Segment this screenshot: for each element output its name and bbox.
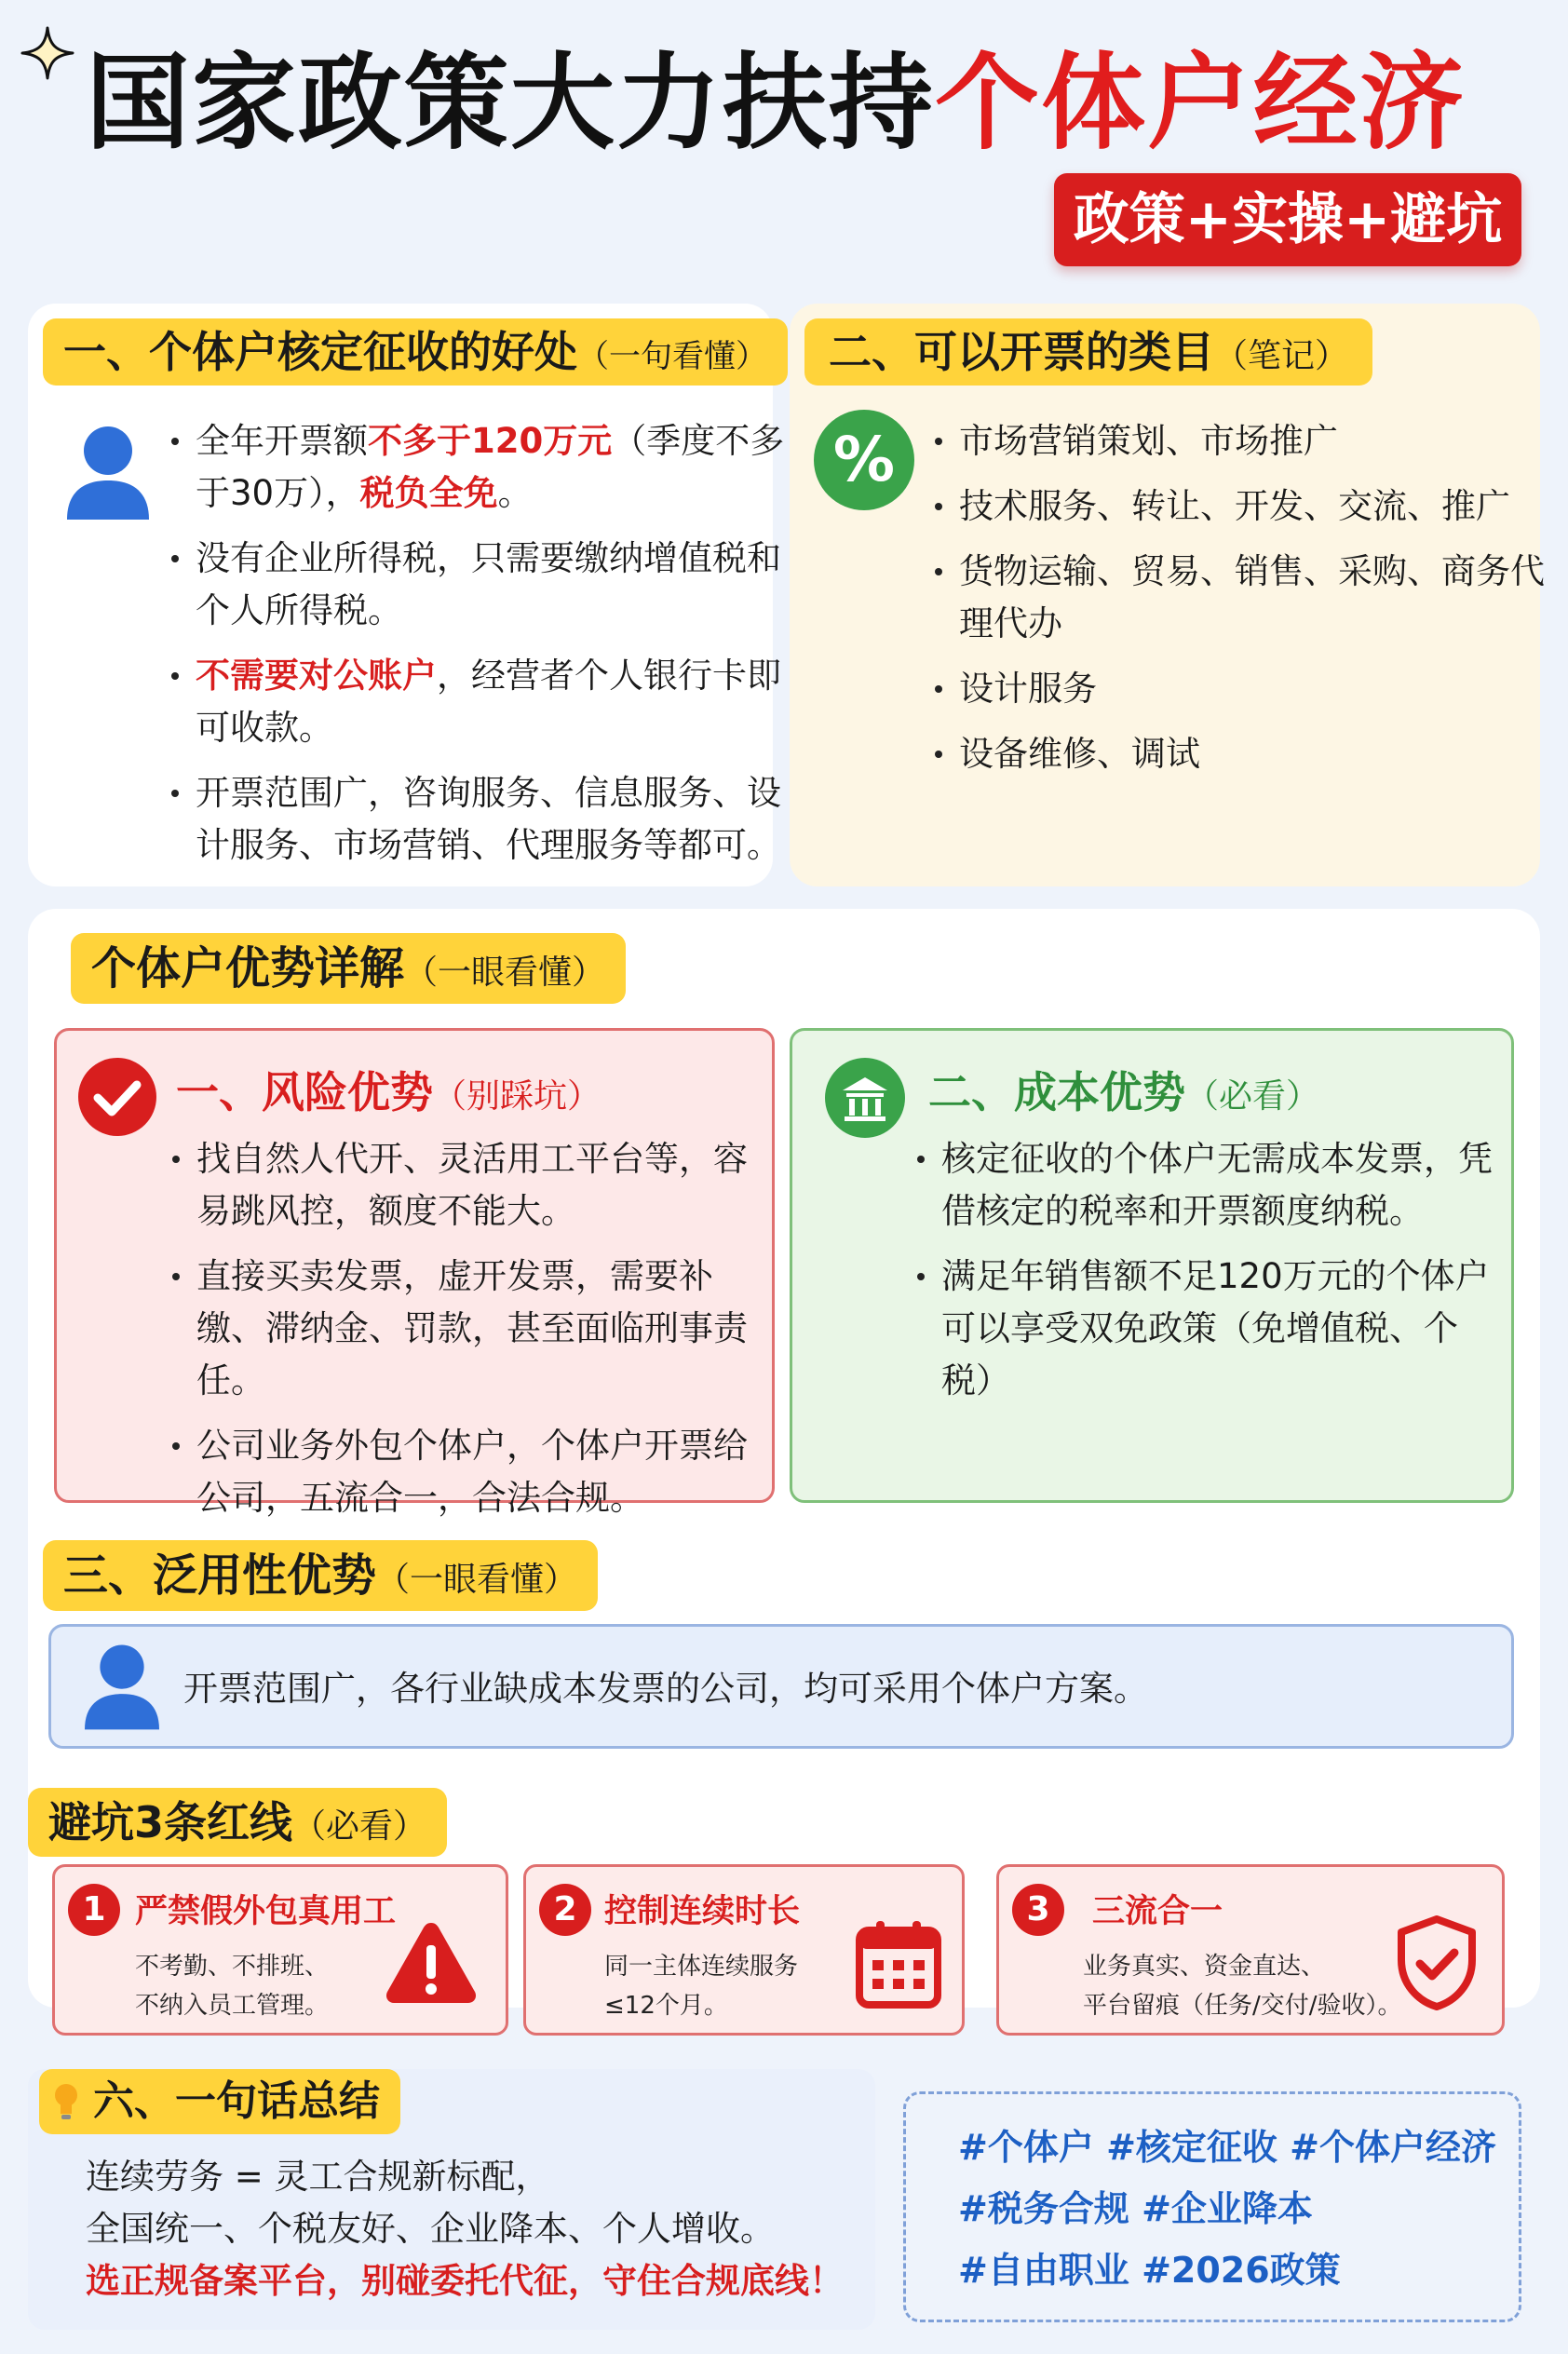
benefits-list <box>168 415 791 885</box>
summary-lines <box>86 2151 844 2307</box>
risk-title-text: 一、风险优势 <box>176 1067 433 1117</box>
red-line-card <box>523 1864 965 2036</box>
title-main: 国家政策大力扶持 <box>86 43 935 164</box>
person-icon <box>81 1640 163 1733</box>
red-line-desc <box>1083 1947 1402 2025</box>
red-line-desc-line: 不纳入员工管理。 <box>135 1992 330 2020</box>
benefits-tag <box>43 318 788 386</box>
risk-item: 直接买卖发票，虚开发票，需要补缴、滞纳金、罚款，甚至面临刑事责任。 <box>169 1251 764 1407</box>
benefit-text: 全年开票额 <box>196 421 368 461</box>
cost-title-note: （必看） <box>1185 1077 1320 1116</box>
red-line-desc <box>604 1947 798 2025</box>
hashtag-row[interactable]: #个体户 #核定征收 #个体户经济 <box>958 2127 1496 2168</box>
category-item: 设备维修、调试 <box>931 728 1546 780</box>
category-item: 货物运输、贸易、销售、采购、商务代理代办 <box>931 546 1546 650</box>
cost-title-text: 二、成本优势 <box>928 1067 1185 1117</box>
advantages-tag <box>71 933 626 1004</box>
red-line-desc-line: ≤12个月。 <box>604 1992 728 2020</box>
summary-line: 连续劳务 = 灵工合规新标配， <box>86 2157 550 2197</box>
categories-tag <box>804 318 1372 386</box>
percent-icon: % <box>814 410 914 510</box>
red-line-number: 3 <box>1012 1884 1064 1936</box>
cost-item: 核定征收的个体户无需成本发票，凭借核定的税率和开票额度纳税。 <box>913 1133 1502 1238</box>
universality-tag <box>43 1540 598 1611</box>
benefits-tag-text: 一、个体户核定征收的好处 <box>63 327 577 377</box>
category-item: 技术服务、转让、开发、交流、推广 <box>931 480 1546 533</box>
benefits-card <box>28 304 785 886</box>
hashtags-box <box>903 2091 1521 2322</box>
bank-icon <box>824 1057 906 1139</box>
universality-text: 开票范围广，各行业缺成本发票的公司，均可采用个体户方案。 <box>183 1669 1148 1709</box>
red-line-desc <box>135 1947 329 2025</box>
red-line-desc-line: 不考勤、不排班、 <box>135 1953 330 1981</box>
title-highlight: 个体户经济 <box>935 43 1466 164</box>
person-icon <box>63 421 153 523</box>
category-item: 市场营销策划、市场推广 <box>931 415 1546 467</box>
sparkle-icon <box>20 26 74 80</box>
risk-list <box>169 1133 764 1537</box>
universality-tag-note: （一眼看懂） <box>376 1561 578 1599</box>
risk-title-note: （别踩坑） <box>433 1077 602 1116</box>
benefit-highlight: 税负全免 <box>359 473 498 513</box>
benefit-item: 没有企业所得税，只需要缴纳增值税和个人所得税。 <box>168 533 791 637</box>
summary-tag: 六、一句话总结 <box>39 2069 400 2134</box>
benefit-highlight: 不需要对公账户 <box>196 656 437 696</box>
universality-box <box>48 1624 1514 1749</box>
cost-title <box>928 1059 1319 1120</box>
benefit-item: 开票范围广，咨询服务、信息服务、设计服务、市场营销、代理服务等都可。 <box>168 767 791 872</box>
red-line-card <box>996 1864 1505 2036</box>
benefit-text: ，经营者个人银行卡即可收款。 <box>196 656 781 748</box>
red-lines-tag-note: （必看） <box>292 1807 427 1846</box>
hashtag-row[interactable]: #税务合规 #企业降本 <box>958 2188 1313 2229</box>
summary-line-highlight: 选正规备案平台，别碰委托代征，守住合规底线！ <box>86 2261 844 2301</box>
risk-advantage-box <box>54 1028 775 1518</box>
benefit-item <box>168 415 791 520</box>
warning-icon <box>383 1917 480 2007</box>
categories-tag-text: 二、可以开票的类目 <box>829 327 1214 377</box>
risk-title <box>176 1059 601 1120</box>
category-item: 设计服务 <box>931 663 1546 715</box>
benefit-item <box>168 650 791 754</box>
benefit-text: 。 <box>497 473 533 513</box>
page-title <box>86 43 1466 164</box>
red-line-title: 控制连续时长 <box>604 1893 801 1930</box>
red-line-title: 三流合一 <box>1092 1893 1223 1930</box>
red-line-desc-line: 平台留痕（任务/交付/验收）。 <box>1083 1992 1402 2020</box>
red-line-number: 1 <box>68 1884 120 1936</box>
cost-item: 满足年销售额不足120万元的个体户可以享受双免政策（免增值税、个税） <box>913 1251 1502 1407</box>
calendar-icon <box>854 1917 943 2010</box>
benefit-highlight: 不多于120万元 <box>368 421 613 461</box>
red-line-desc-line: 业务真实、资金直达、 <box>1083 1953 1326 1981</box>
advantages-tag-note: （一眼看懂） <box>404 954 606 992</box>
risk-item: 找自然人代开、灵活用工平台等，容易跳风控，额度不能大。 <box>169 1133 764 1238</box>
red-line-title: 严禁假外包真用工 <box>135 1893 397 1930</box>
categories-tag-note: （笔记） <box>1214 337 1349 375</box>
benefits-tag-note: （一句看懂） <box>577 338 767 375</box>
categories-card <box>790 304 1545 886</box>
check-circle-icon <box>77 1057 157 1137</box>
subtitle-badge: 政策+实操+避坑 <box>1054 173 1521 266</box>
red-lines-tag-text: 避坑3条红线 <box>48 1797 293 1847</box>
categories-list <box>931 415 1546 793</box>
summary-line: 全国统一、个税友好、企业降本、个人增收。 <box>86 2209 775 2249</box>
universality-tag-text: 三、泛用性优势 <box>63 1549 377 1602</box>
cost-list <box>913 1133 1502 1420</box>
cost-advantage-box <box>790 1028 1514 1503</box>
shield-check-icon <box>1396 1915 1478 2010</box>
risk-item: 公司业务外包个体户，个体户开票给公司，五流合一，合法合规。 <box>169 1420 764 1524</box>
red-line-card <box>52 1864 508 2036</box>
red-lines-tag <box>28 1788 447 1857</box>
red-line-desc-line: 同一主体连续服务 <box>604 1953 799 1981</box>
hashtag-row[interactable]: #自由职业 #2026政策 <box>958 2250 1341 2291</box>
lightbulb-icon <box>52 2082 80 2121</box>
advantages-tag-text: 个体户优势详解 <box>91 942 405 994</box>
benefit-text: （季度不多于30万）， <box>196 421 785 513</box>
red-line-number: 2 <box>539 1884 591 1936</box>
